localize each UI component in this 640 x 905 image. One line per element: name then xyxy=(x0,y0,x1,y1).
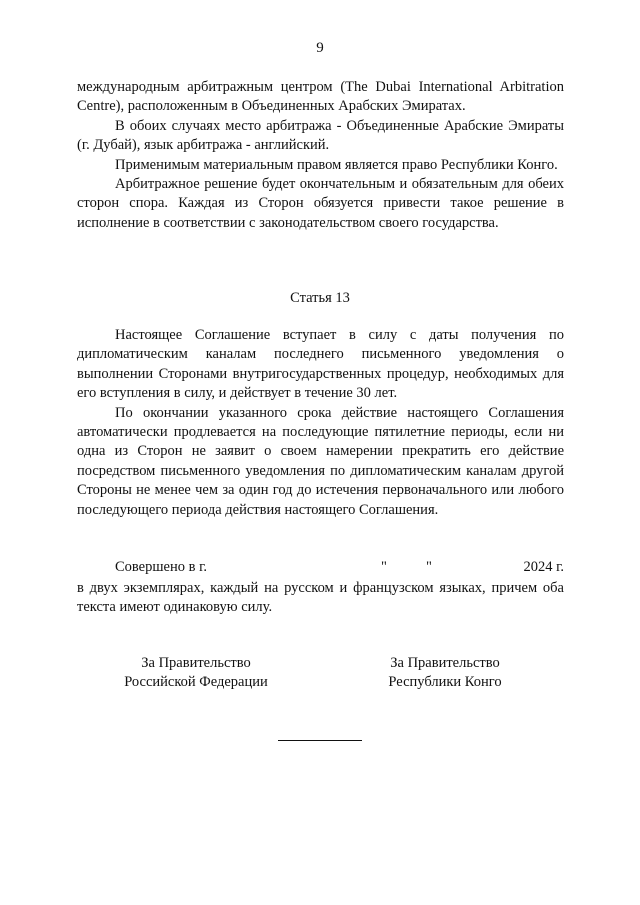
done-year: 2024 г. xyxy=(523,559,564,575)
article-title: Статья 13 xyxy=(290,290,350,306)
paragraph-arbitral-award: Арбитражное решение будет окончательным и обязательным для обеих сторон спора. Каждая из Сторон обязуется привести такое решение в исполнение в соответствии с законодательством своего государства. xyxy=(77,176,564,231)
paragraph-entry-into-force: Настоящее Соглашение вступает в силу с даты получения по дипломатическим каналам последнего письменного уведомления о выполнении Сторонами внутригосударственных процедур, необходимых для его вступления в силу, и действует в течение 30 лет. xyxy=(77,327,564,402)
signature-left-line2: Российской Федерации xyxy=(124,674,268,691)
signature-right-line2: Республики Конго xyxy=(388,674,502,691)
article-13-body xyxy=(77,326,564,520)
date-quote-open: " xyxy=(381,559,387,575)
done-at-text: Совершено в г. xyxy=(115,559,208,575)
arbitration-clause-continuation xyxy=(77,78,564,233)
signature-block-congo xyxy=(325,654,565,693)
signature-block-russia xyxy=(76,654,316,693)
paragraph-arbitration-centre: международным арбитражным центром (The Dubai International Arbitration Centre), расположенным в Объединенных Арабских Эмиратах. xyxy=(77,79,564,115)
paragraph-applicable-law: Применимым материальным правом является право Республики Конго. xyxy=(115,156,558,173)
page-number: 9 xyxy=(316,40,324,56)
done-at-line xyxy=(77,559,564,579)
end-of-document-rule xyxy=(278,740,362,741)
done-at-continuation-block xyxy=(77,579,564,618)
date-quote-close: " xyxy=(426,559,432,575)
signature-right-line1: За Правительство xyxy=(390,655,500,671)
signature-left-line1: За Правительство xyxy=(141,655,251,671)
paragraph-arbitration-place: В обоих случаях место арбитража - Объединенные Арабские Эмираты (г. Дубай), язык арбитража - английский. xyxy=(77,117,564,154)
done-at-continuation: в двух экземплярах, каждый на русском и французском языках, причем оба текста имеют одинаковую силу. xyxy=(77,580,564,616)
paragraph-automatic-extension: По окончании указанного срока действие настоящего Соглашения автоматически продлевается на последующие пятилетние периоды, если ни одна из Сторон не заявит о своем намерении прекратить его действие посредством письменного уведомления по дипломатическим каналам другой Стороны не менее чем за один год до истечения первоначального или любого последующего периода действия настоящего Соглашения. xyxy=(77,404,564,518)
